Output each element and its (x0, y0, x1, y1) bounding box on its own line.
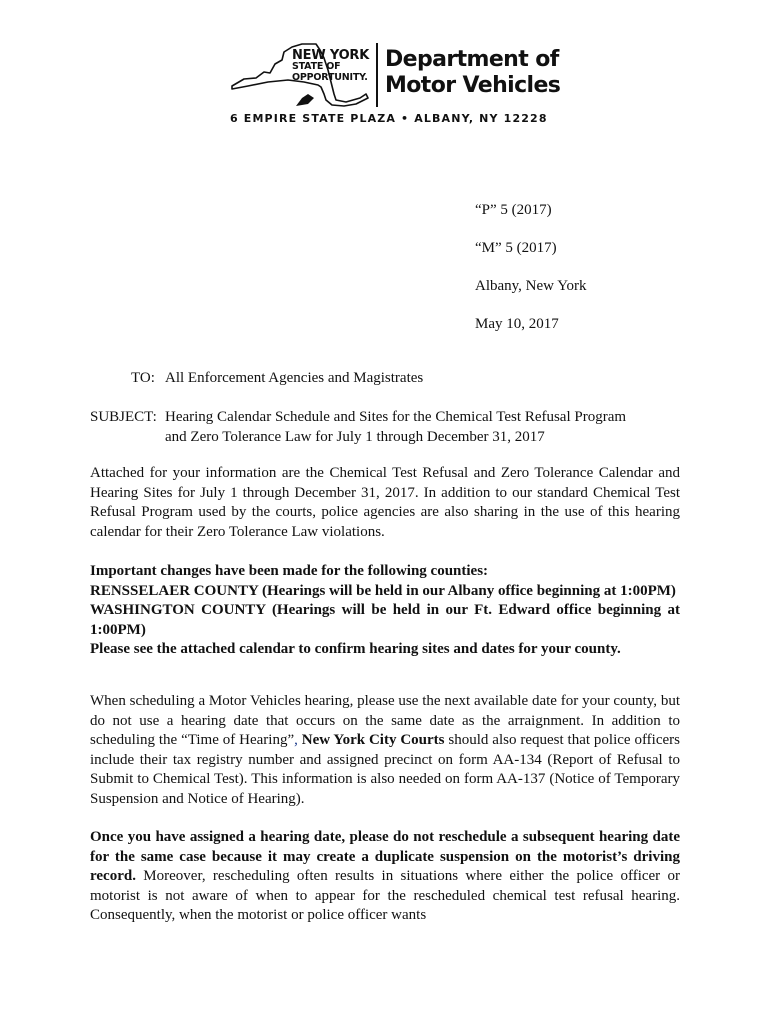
department-name-line1: Department of (385, 47, 559, 72)
letterhead-divider (376, 43, 378, 107)
scheduling-text-continued: should also request that police officers include their tax registry number and assigned precinct on form AA-134 (Report of Refusal to Submit to Chemical Test). This information is also needed on form AA-137 (Notice of Temporary Suspension and Notice of Hearing). (90, 732, 680, 807)
subject-text (165, 407, 685, 447)
state-tagline-1: STATE OF (292, 61, 341, 72)
scheduling-text: When scheduling a Motor Vehicles hearing, please use the next available date for your county, but do not use a hearing date that occurs on the same date as the arraignment. In addition to scheduling the “Time of Hearing” (90, 693, 680, 749)
p-reference: “P” 5 (2017) (475, 202, 552, 218)
to-label: TO: (131, 370, 155, 386)
department-address: 6 EMPIRE STATE PLAZA • ALBANY, NY 12228 (230, 112, 548, 125)
see-calendar-notice: Please see the attached calendar to confirm hearing sites and dates for your county. (90, 641, 621, 658)
important-changes-section (90, 562, 680, 660)
state-wordmark (292, 50, 369, 83)
rescheduling-warning: Once you have assigned a hearing date, please do not reschedule a subsequent hearing date for the same case because it may create a duplicate suspension on the motorist’s driving record. (90, 829, 680, 885)
comma: , (294, 732, 298, 749)
nyc-courts: New York City Courts (301, 732, 445, 749)
state-name: NEW YORK (292, 48, 370, 63)
subject-line1: Hearing Calendar Schedule and Sites for the Chemical Test Refusal Program (165, 409, 627, 425)
rescheduling-text: Moreover, rescheduling often results in situations where either the police officer or motorist is not aware of when to appear for the rescheduled chemical test refusal hearing. Consequently, when the motorist or police officer wants (90, 868, 681, 924)
washington-county-notice: WASHINGTON COUNTY (Hearings will be held in our Ft. Edward office beginning at 1:00PM) (90, 602, 680, 638)
rensselaer-county-notice: RENSSELAER COUNTY (Hearings will be held in our Albany office beginning at 1:00PM) (90, 582, 676, 599)
m-reference: “M” 5 (2017) (475, 240, 557, 256)
memo-date: May 10, 2017 (475, 316, 559, 332)
subject-line2: and Zero Tolerance Law for July 1 through December 31, 2017 (165, 429, 545, 445)
department-name (385, 47, 560, 99)
rescheduling-paragraph (90, 828, 680, 926)
intro-paragraph: Attached for your information are the Chemical Test Refusal and Zero Tolerance Calendar and Hearing Sites for July 1 through December 31, 2017. In addition to our standard Chemical Test Refusal Program used by the courts, police agencies are also sharing in the use of this hearing calendar for their Zero Tolerance Law violations. (90, 465, 680, 540)
scheduling-paragraph (90, 692, 680, 810)
changes-heading: Important changes have been made for the following counties: (90, 563, 489, 579)
state-tagline-2: OPPORTUNITY. (292, 72, 368, 83)
department-name-line2: Motor Vehicles (385, 73, 561, 98)
subject-label: SUBJECT: (90, 409, 157, 425)
memo-reference-block (475, 202, 587, 354)
letterhead (0, 0, 770, 140)
to-recipients: All Enforcement Agencies and Magistrates (165, 370, 424, 386)
location: Albany, New York (475, 278, 587, 294)
